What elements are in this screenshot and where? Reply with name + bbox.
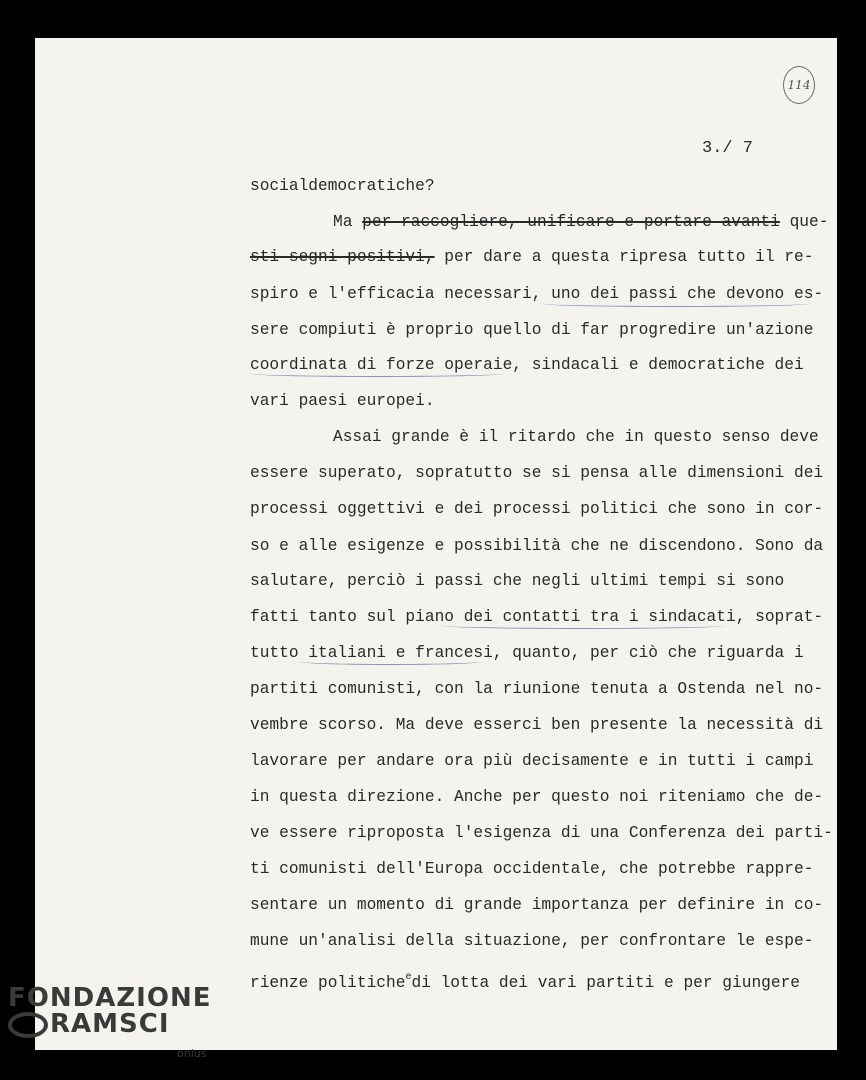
watermark-line (8, 1011, 211, 1038)
watermark-text: RAMSCI (50, 1009, 170, 1039)
archive-watermark (8, 985, 211, 1038)
pencil-underline (250, 370, 505, 377)
page-number: 3./ 7 (702, 139, 754, 158)
text-line: mune un'analisi della situazione, per confrontare le espe- (250, 932, 814, 950)
text-line: salutare, perciò i passi che negli ultimi tempi si sono (250, 572, 785, 590)
text-line: tutto italiani e francesi, quanto, per ciò che riguarda i (250, 644, 804, 662)
archive-folio-stamp: 114 (783, 66, 815, 104)
text-span: que- (779, 213, 829, 231)
text-line: essere superato, sopratutto se si pensa alle dimensioni dei (250, 464, 824, 482)
text-span: di lotta dei vari partiti e per giungere (411, 974, 801, 992)
text-line: vari paesi europei. (250, 392, 435, 410)
text-span: rienze politiche (250, 974, 406, 992)
text-line: ve essere riproposta l'esigenza di una Conferenza dei parti- (250, 824, 833, 842)
handwritten-insertion: e (405, 972, 412, 983)
g-logo-icon (8, 1012, 48, 1038)
text-span: per dare a questa ripresa tutto il re- (434, 248, 814, 266)
text-line: fatti tanto sul piano dei contatti tra i sindacati, soprat- (250, 608, 824, 626)
struck-text: per raccogliere, unificare e portare avanti (362, 213, 780, 231)
text-span: Ma (333, 213, 363, 231)
text-line-edited (250, 966, 810, 990)
text-line: Assai grande è il ritardo che in questo senso deve (333, 428, 819, 446)
text-line: sere compiuti è proprio quello di far progredire un'azione (250, 321, 814, 339)
watermark-line: FONDAZIONE (8, 983, 212, 1013)
text-line: socialdemocratiche? (250, 177, 435, 195)
text-line: sentare un momento di grande importanza per definire in co- (250, 896, 824, 914)
text-line: coordinata di forze operaie, sindacali e democratiche dei (250, 356, 804, 374)
text-line: partiti comunisti, con la riunione tenuta a Ostenda nel no- (250, 680, 824, 698)
text-line: so e alle esigenze e possibilità che ne discendono. Sono da (250, 537, 824, 555)
pencil-underline (298, 658, 483, 665)
text-line: spiro e l'efficacia necessari, uno dei passi che devono es- (250, 285, 824, 303)
text-line: vembre scorso. Ma deve esserci ben presente la necessità di (250, 716, 824, 734)
text-line: processi oggettivi e dei processi politici che sono in cor- (250, 500, 824, 518)
watermark-onlus: onlus (177, 1047, 207, 1060)
text-line: lavorare per andare ora più decisamente e in tutti i campi (250, 752, 814, 770)
text-line-edited (250, 245, 814, 269)
pencil-underline (440, 622, 725, 629)
text-line: ti comunisti dell'Europa occidentale, che potrebbe rappre- (250, 860, 814, 878)
text-line-edited (333, 210, 829, 234)
struck-text: sti segni positivi, (250, 248, 435, 266)
text-line: in questa direzione. Anche per questo noi riteniamo che de- (250, 788, 824, 806)
pencil-underline (540, 300, 810, 307)
